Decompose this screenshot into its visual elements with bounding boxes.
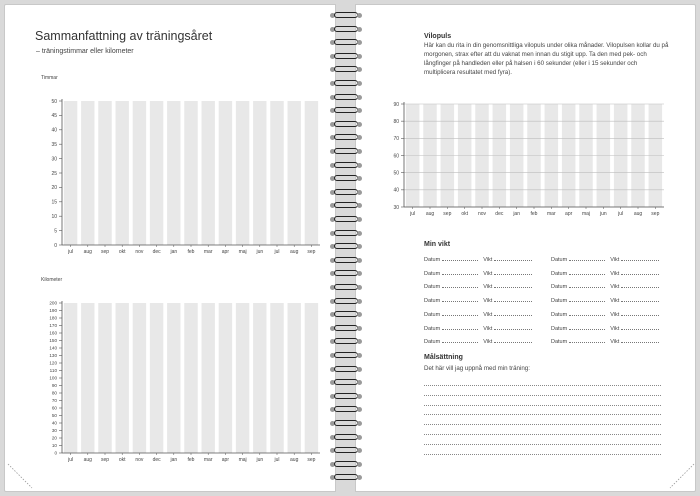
- goal-writing-line[interactable]: [424, 395, 661, 396]
- chart-bar: [115, 101, 128, 245]
- y-tick-label: 40: [393, 187, 399, 194]
- vikt-label: Vikt: [483, 270, 493, 277]
- kilometer-axis-label: Kilometer: [41, 277, 63, 283]
- x-tick-label: sep: [100, 249, 110, 255]
- page-subtitle: – träningstimmar eller kilometer: [36, 48, 134, 55]
- goal-writing-line[interactable]: [424, 454, 661, 455]
- corner-decoration-right: [668, 462, 696, 490]
- x-tick-label: feb: [187, 249, 195, 255]
- x-tick-label: aug: [83, 457, 92, 463]
- x-tick-label: sep: [307, 457, 316, 463]
- spiral-loop: [330, 200, 362, 210]
- spiral-loop: [330, 445, 362, 455]
- goal-writing-line[interactable]: [424, 385, 661, 386]
- y-tick-label: 0: [54, 242, 57, 249]
- spiral-loop: [330, 391, 362, 401]
- x-tick-label: maj: [238, 249, 247, 255]
- x-tick-label: aug: [290, 457, 299, 463]
- spiral-loop: [330, 51, 362, 61]
- y-tick-label: 160: [49, 330, 57, 336]
- vikt-field[interactable]: [494, 256, 532, 261]
- chart-bar: [150, 303, 163, 453]
- datum-label: Datum: [551, 325, 568, 332]
- x-tick-label: sep: [651, 211, 660, 217]
- datum-label: Datum: [551, 298, 568, 305]
- spiral-loop: [330, 92, 362, 102]
- y-tick-label: 30: [51, 428, 57, 434]
- datum-field[interactable]: [569, 283, 605, 288]
- datum-label: Datum: [551, 339, 568, 346]
- y-tick-label: 200: [49, 300, 57, 306]
- x-tick-label: mar: [203, 249, 213, 255]
- y-tick-label: 25: [51, 170, 57, 177]
- spiral-loop: [330, 255, 362, 265]
- datum-field[interactable]: [569, 325, 605, 330]
- vikt-entry[interactable]: [424, 256, 532, 263]
- spiral-loop: [330, 377, 362, 387]
- chart-bar: [305, 303, 318, 453]
- x-tick-label: sep: [443, 211, 452, 217]
- spiral-loop: [330, 132, 362, 142]
- spiral-loop: [330, 432, 362, 442]
- y-tick-label: 100: [49, 375, 57, 381]
- datum-field[interactable]: [442, 311, 478, 316]
- chart-bar: [253, 303, 266, 453]
- y-tick-label: 140: [49, 345, 57, 351]
- datum-label: Datum: [424, 270, 441, 277]
- chart-bar: [98, 303, 111, 453]
- vikt-field[interactable]: [494, 297, 532, 302]
- vikt-field[interactable]: [621, 338, 659, 343]
- y-tick-label: 50: [51, 413, 57, 419]
- datum-field[interactable]: [442, 297, 478, 302]
- x-tick-label: aug: [633, 211, 643, 217]
- vikt-entry[interactable]: [551, 283, 659, 290]
- vikt-entry[interactable]: [424, 311, 532, 318]
- y-tick-label: 20: [51, 435, 57, 441]
- spiral-loop: [330, 119, 362, 129]
- spiral-loop: [330, 323, 362, 333]
- chart-bar: [184, 303, 197, 453]
- vilopuls-description: Här kan du rita in din genomsnittliga vilopuls under olika månader. Vilopulsen kollar du på morgonen, strax efter att du vaknat men innan du stigit upp. Ta den med pek- och långfinger på handleden eller på halsen i 60 sekunder (eller i 15 sekunder och multiplicera resultatet med fyra).: [424, 42, 669, 76]
- y-tick-label: 170: [49, 323, 57, 329]
- goal-writing-line[interactable]: [424, 424, 661, 425]
- chart-bar: [81, 101, 94, 245]
- vilopuls-chart: [388, 92, 673, 222]
- y-tick-label: 190: [49, 308, 57, 314]
- x-tick-label: aug: [425, 211, 435, 217]
- datum-label: Datum: [424, 325, 441, 332]
- x-tick-label: dec: [152, 249, 161, 255]
- vikt-entry[interactable]: [551, 325, 659, 332]
- corner-decoration-left: [6, 462, 34, 490]
- y-tick-label: 40: [51, 420, 57, 426]
- x-tick-label: aug: [83, 249, 92, 255]
- vikt-label: Vikt: [610, 270, 620, 277]
- chart-bar: [253, 101, 266, 245]
- y-tick-label: 35: [51, 141, 57, 148]
- datum-label: Datum: [551, 270, 568, 277]
- chart-bar: [115, 303, 128, 453]
- x-tick-label: jun: [256, 249, 264, 255]
- vikt-label: Vikt: [483, 298, 493, 305]
- chart-bar: [305, 101, 318, 245]
- chart-bar: [184, 101, 197, 245]
- spiral-loop: [330, 10, 362, 20]
- x-tick-label: jun: [256, 457, 264, 463]
- datum-field[interactable]: [442, 325, 478, 330]
- spiral-loop: [330, 268, 362, 278]
- y-tick-label: 50: [51, 98, 57, 105]
- vikt-field[interactable]: [494, 283, 532, 288]
- x-tick-label: aug: [290, 249, 299, 255]
- x-tick-label: sep: [100, 457, 110, 463]
- x-tick-label: apr: [221, 457, 230, 463]
- y-tick-label: 90: [393, 101, 399, 108]
- chart-bar: [81, 303, 94, 453]
- x-tick-label: okt: [118, 249, 126, 255]
- x-tick-label: jul: [68, 249, 74, 255]
- datum-field[interactable]: [569, 338, 605, 343]
- datum-field[interactable]: [569, 256, 605, 261]
- spiral-loop: [330, 173, 362, 183]
- x-tick-label: apr: [221, 249, 230, 255]
- x-tick-label: dec: [495, 211, 504, 217]
- goal-writing-line[interactable]: [424, 444, 661, 445]
- vikt-entry[interactable]: [424, 297, 532, 304]
- x-tick-label: feb: [530, 211, 538, 217]
- chart-bar: [98, 101, 111, 245]
- y-tick-label: 10: [51, 213, 57, 220]
- x-tick-label: jun: [599, 211, 607, 217]
- vikt-label: Vikt: [610, 257, 620, 263]
- y-tick-label: 5: [54, 228, 57, 235]
- y-tick-label: 60: [51, 405, 57, 411]
- x-tick-label: apr: [565, 211, 573, 217]
- chart-bar: [219, 303, 232, 453]
- datum-field[interactable]: [442, 270, 478, 275]
- x-tick-label: nov: [135, 249, 144, 255]
- spiral-loop: [330, 228, 362, 238]
- chart-bar: [270, 101, 283, 245]
- chart-bar: [201, 101, 214, 245]
- vikt-label: Vikt: [483, 339, 493, 346]
- chart-bar: [167, 101, 180, 245]
- chart-bar: [150, 101, 163, 245]
- vikt-entry[interactable]: [424, 283, 532, 290]
- x-tick-label: jan: [170, 249, 178, 255]
- datum-label: Datum: [424, 284, 441, 291]
- timmar-axis-label: Timmar: [41, 75, 58, 81]
- vikt-field[interactable]: [621, 325, 659, 330]
- goal-writing-line[interactable]: [424, 434, 661, 435]
- vikt-label: Vikt: [610, 284, 620, 291]
- spiral-loop: [330, 64, 362, 74]
- vikt-field[interactable]: [621, 270, 659, 275]
- datum-label: Datum: [424, 339, 441, 346]
- vikt-entry[interactable]: [551, 256, 659, 263]
- vikt-field[interactable]: [494, 338, 532, 343]
- spiral-loop: [330, 214, 362, 224]
- datum-label: Datum: [551, 257, 568, 263]
- chart-bar: [64, 101, 77, 245]
- vikt-title: Min vikt: [424, 241, 451, 248]
- datum-label: Datum: [551, 284, 568, 291]
- x-tick-label: maj: [238, 457, 247, 463]
- vikt-entry[interactable]: [551, 338, 659, 345]
- y-tick-label: 110: [49, 368, 57, 374]
- chart-bar: [270, 303, 283, 453]
- vikt-field[interactable]: [621, 283, 659, 288]
- x-tick-label: jul: [618, 211, 624, 217]
- datum-field[interactable]: [569, 297, 605, 302]
- vikt-field[interactable]: [494, 270, 532, 275]
- spiral-loop: [330, 336, 362, 346]
- vikt-label: Vikt: [610, 339, 620, 346]
- chart-bar: [287, 303, 300, 453]
- vikt-entry[interactable]: [424, 325, 532, 332]
- chart-bar: [133, 303, 146, 453]
- spiral-loop: [330, 37, 362, 47]
- datum-field[interactable]: [569, 311, 605, 316]
- x-tick-label: nov: [477, 211, 487, 217]
- malsattning-prompt: Det här vill jag uppnå med min träning:: [424, 365, 530, 372]
- spiral-loop: [330, 309, 362, 319]
- vikt-entry[interactable]: [424, 270, 532, 277]
- spiral-loop: [330, 364, 362, 374]
- x-tick-label: okt: [461, 211, 469, 217]
- x-tick-label: dec: [152, 457, 161, 463]
- y-tick-label: 45: [51, 113, 57, 120]
- right-page: [355, 4, 696, 492]
- spiral-binding: [330, 10, 362, 490]
- chart-bar: [64, 303, 77, 453]
- vikt-entry[interactable]: [551, 270, 659, 277]
- chart-bar: [167, 303, 180, 453]
- chart-bar: [201, 303, 214, 453]
- datum-field[interactable]: [569, 270, 605, 275]
- vikt-field[interactable]: [621, 311, 659, 316]
- datum-field[interactable]: [442, 338, 478, 343]
- spiral-loop: [330, 296, 362, 306]
- y-tick-label: 80: [393, 118, 399, 125]
- spiral-loop: [330, 241, 362, 251]
- spiral-loop: [330, 282, 362, 292]
- spiral-loop: [330, 78, 362, 88]
- vikt-field[interactable]: [621, 256, 659, 261]
- chart-bar: [219, 101, 232, 245]
- chart-bar: [133, 101, 146, 245]
- spiral-loop: [330, 404, 362, 414]
- spiral-loop: [330, 187, 362, 197]
- x-tick-label: jul: [274, 249, 280, 255]
- vikt-entry[interactable]: [551, 297, 659, 304]
- x-tick-label: jul: [274, 457, 280, 463]
- chart-bar: [236, 101, 249, 245]
- x-tick-label: jan: [170, 457, 178, 463]
- vikt-field[interactable]: [621, 297, 659, 302]
- vilopuls-title: Vilopuls: [424, 33, 452, 40]
- y-tick-label: 30: [51, 156, 57, 163]
- vikt-label: Vikt: [610, 298, 620, 305]
- chart-bar: [287, 101, 300, 245]
- y-tick-label: 70: [393, 136, 399, 143]
- spiral-loop: [330, 105, 362, 115]
- goal-writing-line[interactable]: [424, 414, 661, 415]
- x-tick-label: jul: [68, 457, 74, 463]
- y-tick-label: 30: [393, 204, 399, 211]
- vikt-label: Vikt: [483, 257, 493, 263]
- y-tick-label: 15: [51, 199, 57, 206]
- datum-field[interactable]: [442, 256, 478, 261]
- y-tick-label: 10: [51, 443, 57, 449]
- y-tick-label: 180: [49, 315, 57, 321]
- x-tick-label: jul: [410, 211, 416, 217]
- vikt-label: Vikt: [483, 284, 493, 291]
- spiral-loop: [330, 459, 362, 469]
- vikt-label: Vikt: [610, 311, 620, 318]
- spiral-loop: [330, 418, 362, 428]
- x-tick-label: nov: [135, 457, 144, 463]
- vikt-field[interactable]: [494, 325, 532, 330]
- vikt-entry[interactable]: [551, 311, 659, 318]
- y-tick-label: 60: [393, 153, 399, 160]
- y-tick-label: 20: [51, 185, 57, 192]
- datum-label: Datum: [551, 311, 568, 318]
- datum-label: Datum: [424, 298, 441, 305]
- goal-writing-line[interactable]: [424, 405, 661, 406]
- x-tick-label: mar: [203, 457, 213, 463]
- datum-label: Datum: [424, 311, 441, 318]
- spiral-loop: [330, 160, 362, 170]
- x-tick-label: okt: [118, 457, 126, 463]
- y-tick-label: 0: [54, 450, 57, 456]
- kilometer-chart: [40, 283, 330, 468]
- y-tick-label: 150: [49, 338, 57, 344]
- x-tick-label: jan: [513, 211, 521, 217]
- vikt-entry[interactable]: [424, 338, 532, 345]
- x-tick-label: sep: [307, 249, 316, 255]
- y-tick-label: 90: [51, 383, 57, 389]
- spiral-loop: [330, 146, 362, 156]
- y-tick-label: 50: [393, 170, 399, 177]
- vikt-label: Vikt: [483, 311, 493, 318]
- page-title: Sammanfattning av träningsåret: [35, 29, 213, 43]
- datum-label: Datum: [424, 257, 441, 263]
- spiral-loop: [330, 350, 362, 360]
- x-tick-label: mar: [547, 211, 556, 217]
- malsattning-title: Målsättning: [424, 354, 463, 361]
- y-tick-label: 40: [51, 127, 57, 134]
- x-tick-label: maj: [581, 211, 591, 217]
- vikt-label: Vikt: [610, 325, 620, 332]
- y-tick-label: 130: [49, 353, 57, 359]
- x-tick-label: feb: [187, 457, 195, 463]
- chart-bar: [236, 303, 249, 453]
- y-tick-label: 70: [51, 398, 57, 404]
- y-tick-label: 80: [51, 390, 57, 396]
- datum-field[interactable]: [442, 283, 478, 288]
- spiral-loop: [330, 24, 362, 34]
- y-tick-label: 120: [49, 360, 57, 366]
- vikt-label: Vikt: [483, 325, 493, 332]
- timmar-chart: [40, 80, 330, 265]
- spiral-loop: [330, 472, 362, 482]
- vikt-field[interactable]: [494, 311, 532, 316]
